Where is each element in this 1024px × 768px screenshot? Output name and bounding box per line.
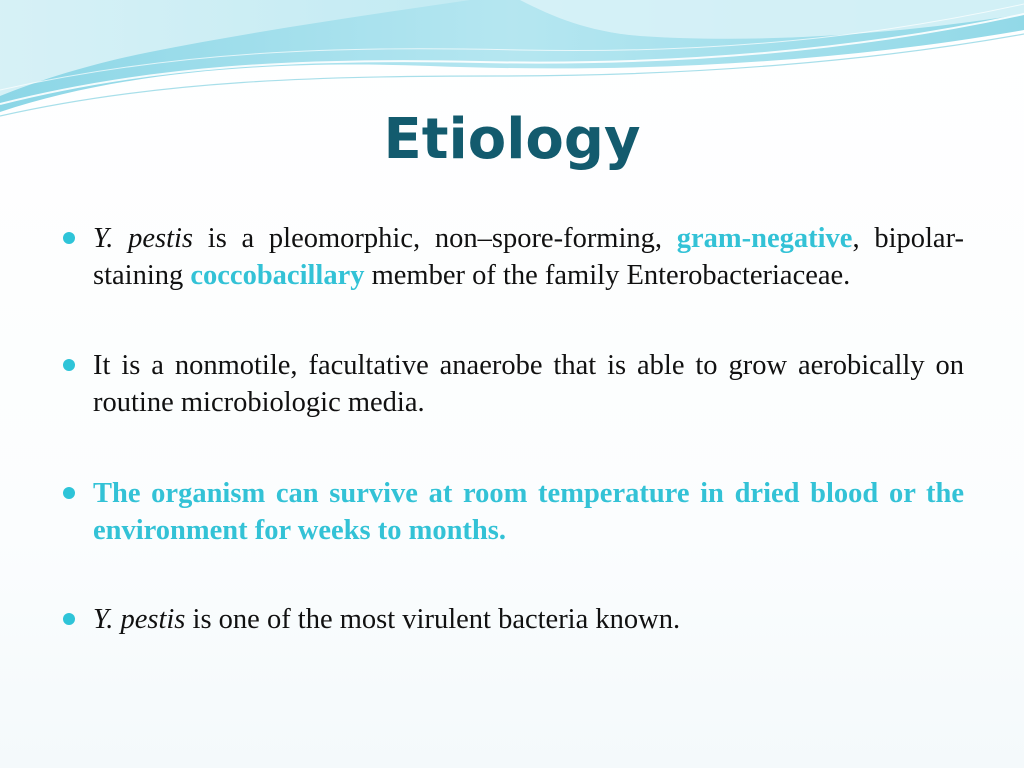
bullet-list [62,220,964,638]
bullet-text: , bipolar-staining [93,223,964,291]
species-name: Y. pestis [93,604,186,635]
bullet-item [62,220,964,294]
species-name: Y. pestis [93,223,194,254]
bullet-icon [63,613,75,625]
highlight-term: coccobacillary [190,260,365,291]
bullet-item [62,601,964,638]
bullet-text: The organism can survive at room temperature in dried blood or the environment for weeks to months. [93,478,964,546]
bullet-text: is a pleomorphic, non–spore-forming, [193,223,677,254]
bullet-icon [63,487,75,499]
bullet-text: It is a nonmotile, facultative anaerobe that is able to grow aerobically on routine microbiologic media. [93,350,964,418]
bullet-icon [63,232,75,244]
bullet-icon [63,359,75,371]
bullet-text: is one of the most virulent bacteria known. [185,604,681,635]
highlight-term: gram-negative [676,223,853,254]
slide-title: Etiology [383,107,641,172]
bullet-item [62,347,964,421]
bullet-item-highlighted [62,475,964,549]
bullet-text: member of the family Enterobacteriaceae. [364,260,851,291]
